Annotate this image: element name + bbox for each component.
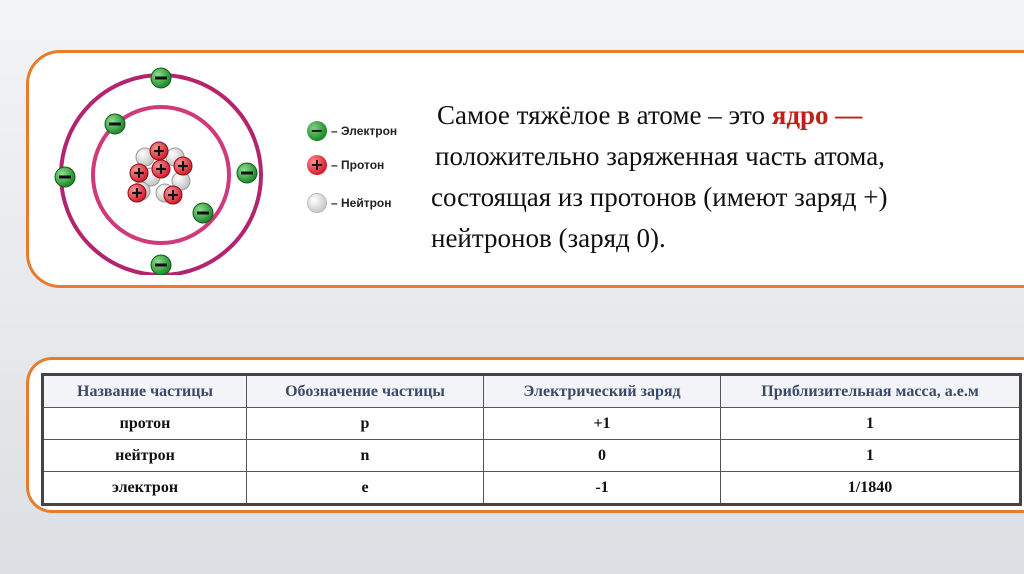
legend-neutron-label: – Нейтрон	[331, 196, 392, 210]
proton-icon	[164, 186, 182, 204]
electron-icon	[55, 167, 75, 187]
electron-icon: −	[307, 121, 327, 141]
cell-name: нейтрон	[43, 440, 247, 472]
proton-icon	[128, 184, 146, 202]
proton-icon	[174, 157, 192, 175]
nucleus	[128, 142, 192, 204]
table-row	[43, 408, 1021, 440]
proton-icon	[150, 142, 168, 160]
highlight-nucleus: ядро	[771, 100, 829, 130]
cell-mass: 1/1840	[721, 472, 1021, 505]
description-line-2: положительно заряженная часть атома,	[435, 141, 885, 171]
electron-icon	[151, 68, 171, 88]
cell-name: протон	[43, 408, 247, 440]
proton-icon	[130, 164, 148, 182]
cell-mass: 1	[721, 408, 1021, 440]
particles-table	[41, 373, 1022, 506]
header-approx-mass: Приблизительная масса, а.е.м	[721, 375, 1021, 408]
particles-table-panel	[26, 357, 1024, 513]
cell-symbol: e	[247, 472, 484, 505]
legend-neutron	[307, 193, 392, 213]
cell-symbol: p	[247, 408, 484, 440]
cell-charge: +1	[484, 408, 721, 440]
atom-diagram	[51, 65, 281, 275]
legend-electron	[307, 121, 397, 141]
electron-icon	[105, 114, 125, 134]
description-line-3: состоящая из протонов (имеют заряд +)	[431, 182, 888, 212]
cell-mass: 1	[721, 440, 1021, 472]
neutron-icon	[307, 193, 327, 213]
cell-charge: 0	[484, 440, 721, 472]
electron-icon	[237, 163, 257, 183]
legend-proton	[307, 155, 384, 175]
cell-name: электрон	[43, 472, 247, 505]
legend-electron-label: – Электрон	[331, 124, 398, 138]
table-header-row	[43, 375, 1021, 408]
nucleus-description	[431, 95, 1021, 259]
proton-icon: +	[307, 155, 327, 175]
legend-proton-label: – Протон	[331, 158, 385, 172]
table-row	[43, 440, 1021, 472]
description-line-4: нейтронов (заряд 0).	[431, 223, 666, 253]
table-row	[43, 472, 1021, 505]
header-electric-charge: Электрический заряд	[484, 375, 721, 408]
atom-info-panel	[26, 50, 1024, 288]
electron-icon	[193, 203, 213, 223]
header-particle-name: Название частицы	[43, 375, 247, 408]
cell-symbol: n	[247, 440, 484, 472]
header-particle-symbol: Обозначение частицы	[247, 375, 484, 408]
proton-icon	[152, 160, 170, 178]
electron-icon	[151, 255, 171, 275]
description-line-1: Самое тяжёлое в атоме – это ядро —	[437, 100, 863, 130]
cell-charge: -1	[484, 472, 721, 505]
